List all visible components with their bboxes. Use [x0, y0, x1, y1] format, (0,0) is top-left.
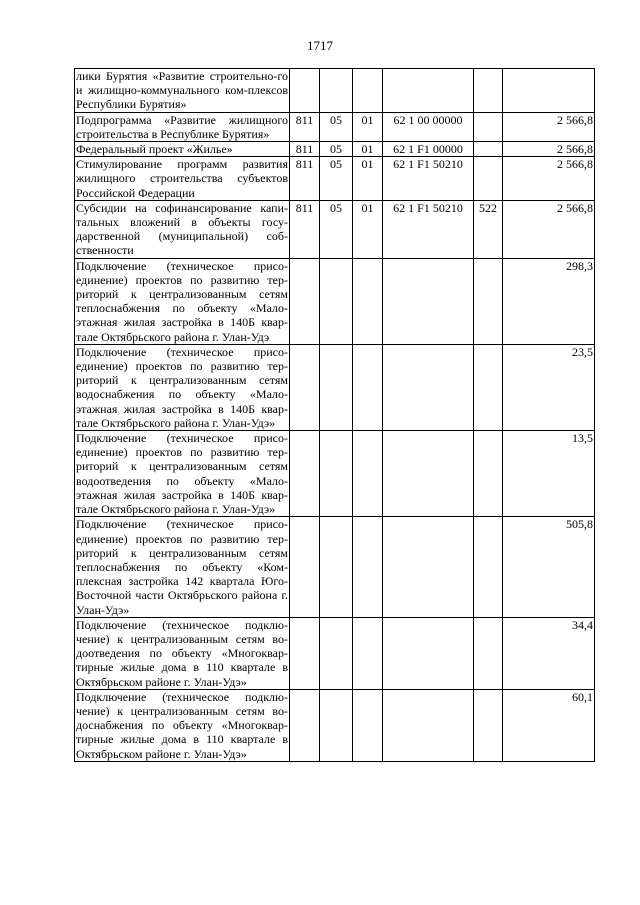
row-subsection: 01 [353, 200, 383, 258]
row-subsection [353, 617, 383, 689]
table-row [75, 69, 595, 113]
row-expense-type [474, 112, 503, 141]
row-section [320, 617, 353, 689]
row-expense-type [474, 142, 503, 157]
row-expense-type [474, 344, 503, 430]
row-section: 05 [320, 157, 353, 201]
row-expense-type [474, 431, 503, 517]
row-expense-type: 522 [474, 200, 503, 258]
row-name: лики Бурятия «Развитие строительно-го и жилищно-коммунального ком-плексов Республики Бурятия» [76, 69, 288, 112]
row-expense-type [474, 517, 503, 617]
row-name: Подпрограмма «Развитие жилищного строительства в Республике Бурятия» [76, 112, 288, 141]
row-subsection [353, 344, 383, 430]
row-expense-type [474, 617, 503, 689]
row-target-article [383, 344, 474, 430]
table-row [75, 617, 595, 689]
row-admin-code [290, 69, 320, 113]
row-section: 05 [320, 112, 353, 141]
row-admin-code: 811 [290, 200, 320, 258]
row-section: 05 [320, 200, 353, 258]
row-target-article: 62 1 F1 50210 [383, 157, 474, 201]
row-amount: 2 566,8 [503, 142, 595, 157]
row-amount: 2 566,8 [503, 157, 595, 201]
row-target-article [383, 69, 474, 113]
row-target-article [383, 517, 474, 617]
row-target-article [383, 258, 474, 344]
table-row [75, 517, 595, 617]
row-admin-code [290, 689, 320, 761]
table-row [75, 112, 595, 141]
row-expense-type [474, 69, 503, 113]
table-row [75, 689, 595, 761]
row-admin-code: 811 [290, 112, 320, 141]
row-name: Стимулирование программ развития жилищного строительства субъектов Российской Федерации [76, 157, 288, 200]
row-subsection [353, 689, 383, 761]
table-row [75, 157, 595, 201]
row-subsection [353, 431, 383, 517]
row-subsection: 01 [353, 142, 383, 157]
row-target-article [383, 617, 474, 689]
row-admin-code: 811 [290, 157, 320, 201]
table-row [75, 344, 595, 430]
row-name: Федеральный проект «Жилье» [75, 142, 290, 157]
row-subsection: 01 [353, 112, 383, 141]
row-name: Подключение (техническое присо-единение) проектов по развитию тер-риторий к централизованным сетям водоотведения по объекту «Мало-этажная жилая застройка в 140Б квар-тале Октябрьского района г. Улан-Удэ» [76, 431, 288, 517]
row-amount: 60,1 [503, 689, 595, 761]
table-row [75, 200, 595, 258]
row-target-article [383, 431, 474, 517]
row-amount: 2 566,8 [503, 200, 595, 258]
row-name: Подключение (техническое присо-единение) проектов по развитию тер-риторий к централизованным сетям теплоснабжения по объекту «Мало-этажная жилая застройка в 140Б квар-тале Октябрьского района г. Улан-Удэ [76, 258, 288, 344]
row-expense-type [474, 689, 503, 761]
row-section [320, 69, 353, 113]
row-target-article [383, 689, 474, 761]
row-section: 05 [320, 142, 353, 157]
row-name: Субсидии на софинансирование капи-тальных вложений в объекты госу-дарственной (муниципальной) соб-ственности [76, 200, 288, 258]
row-section [320, 344, 353, 430]
row-section [320, 517, 353, 617]
budget-table [74, 68, 595, 762]
row-expense-type [474, 258, 503, 344]
row-section [320, 258, 353, 344]
table-row [75, 258, 595, 344]
row-amount: 505,8 [503, 517, 595, 617]
row-subsection [353, 517, 383, 617]
row-name: Подключение (техническое присо-единение) проектов по развитию тер-риторий к централизованным сетям теплоснабжения по объекту «Ком-плексная застройка 142 квартала Юго-Восточной части Октябрьского района г. Улан-Удэ» [76, 517, 288, 617]
row-admin-code [290, 517, 320, 617]
row-admin-code [290, 617, 320, 689]
table-row [75, 142, 595, 157]
row-admin-code [290, 431, 320, 517]
row-amount: 2 566,8 [503, 112, 595, 141]
row-name: Подключение (техническое подклю-чение) к централизованным сетям во-доотведения по объекту «Многоквар-тирные жилые дома в 110 квартале в Октябрьском районе г. Улан-Удэ» [76, 617, 288, 689]
row-section [320, 431, 353, 517]
row-amount [503, 69, 595, 113]
row-subsection: 01 [353, 157, 383, 201]
page-number: 1717 [307, 38, 333, 53]
row-target-article: 62 1 F1 00000 [383, 142, 474, 157]
table-row [75, 431, 595, 517]
row-name: Подключение (техническое присо-единение) проектов по развитию тер-риторий к централизованным сетям водоснабжения по объекту «Мало-этажная жилая застройка в 140Б квар-тале Октябрьского района г. Улан-Удэ» [76, 344, 288, 430]
row-amount: 23,5 [503, 344, 595, 430]
row-admin-code [290, 344, 320, 430]
row-amount: 13,5 [503, 431, 595, 517]
budget-table-body [75, 69, 595, 762]
row-section [320, 689, 353, 761]
row-target-article: 62 1 F1 50210 [383, 200, 474, 258]
row-name: Подключение (техническое подклю-чение) к централизованным сетям во-доснабжения по объекту «Многоквар-тирные жилые дома в 110 квартале в Октябрьском районе г. Улан-Удэ» [76, 689, 288, 761]
row-subsection [353, 258, 383, 344]
row-admin-code: 811 [290, 142, 320, 157]
row-subsection [353, 69, 383, 113]
row-target-article: 62 1 00 00000 [383, 112, 474, 141]
row-admin-code [290, 258, 320, 344]
row-expense-type [474, 157, 503, 201]
row-amount: 34,4 [503, 617, 595, 689]
row-amount: 298,3 [503, 258, 595, 344]
